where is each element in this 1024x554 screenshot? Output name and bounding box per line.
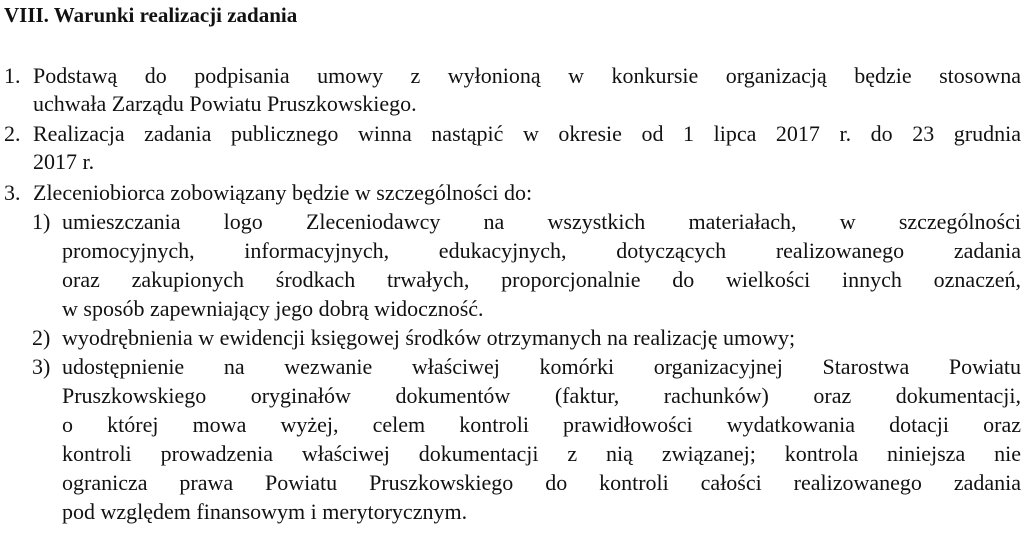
subitem-2-line-1: wyodrębnienia w ewidencji księgowej środków otrzymanych na realizację umowy;	[62, 325, 796, 350]
section-heading: VIII. Warunki realizacji zadania	[4, 3, 298, 27]
item-3-line-1: Zleceniobiorca zobowiązany będzie w szczególności do:	[33, 180, 533, 205]
item-number-2: 2.	[4, 121, 21, 146]
subitem-3-line-4: kontroli prowadzenia właściwej dokumentacji z nią związanej; kontrola niniejsza nie	[62, 441, 1021, 466]
item-1-line-1: Podstawą do podpisania umowy z wyłonioną w konkursie organizacją będzie stosowna	[33, 63, 1021, 88]
subitem-3-line-5: ogranicza prawa Powiatu Pruszkowskiego do kontroli całości realizowanego zadania	[62, 470, 1021, 495]
item-1-line-2: uchwała Zarządu Powiatu Pruszkowskiego.	[33, 91, 417, 116]
subitem-number-2: 2)	[32, 325, 51, 350]
item-2-line-2: 2017 r.	[33, 149, 95, 174]
subitem-3-line-1: udostępnienie na wezwanie właściwej komórki organizacyjnej Starostwa Powiatu	[62, 354, 1021, 379]
item-number-1: 1.	[4, 63, 21, 88]
subitem-3-line-2: Pruszkowskiego oryginałów dokumentów (faktur, rachunków) oraz dokumentacji,	[62, 383, 1021, 408]
subitem-1-line-3: oraz zakupionych środkach trwałych, proporcjonalnie do wielkości innych oznaczeń,	[62, 267, 1021, 292]
subitem-1-line-1: umieszczania logo Zleceniodawcy na wszystkich materiałach, w szczególności	[62, 209, 1021, 234]
item-number-3: 3.	[4, 180, 21, 205]
subitem-number-1: 1)	[32, 209, 51, 234]
subitem-1-line-2: promocyjnych, informacyjnych, edukacyjnych, dotyczących realizowanego zadania	[62, 238, 1021, 263]
subitem-3-line-3: o której mowa wyżej, celem kontroli prawidłowości wydatkowania dotacji oraz	[62, 412, 1021, 437]
item-2-line-1: Realizacja zadania publicznego winna nastąpić w okresie od 1 lipca 2017 r. do 23 grudnia	[33, 121, 1021, 146]
subitem-number-3: 3)	[32, 354, 51, 379]
subitem-1-line-4: w sposób zapewniający jego dobrą widoczność.	[62, 296, 484, 321]
subitem-3-line-6: pod względem finansowym i merytorycznym.	[62, 499, 468, 524]
